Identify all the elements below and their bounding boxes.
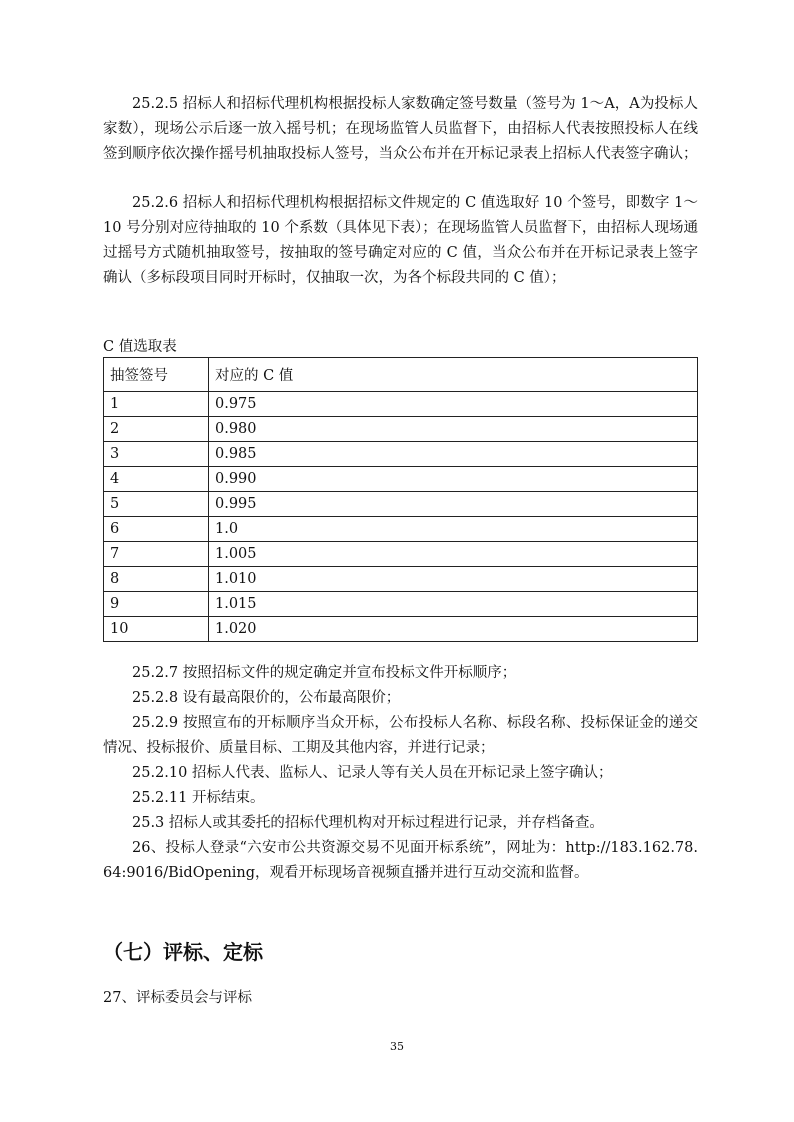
column-header-draw-number: 抽签签号 (104, 358, 209, 392)
draw-number-cell: 9 (104, 592, 209, 617)
subheading: 27、评标委员会与评标 (103, 990, 252, 1006)
table-row (104, 417, 698, 442)
paragraph-25-2-11: 25.2.11 开标结束。 (132, 790, 265, 806)
table-row (104, 492, 698, 517)
page-number: 35 (390, 1040, 404, 1053)
draw-number-cell: 6 (104, 517, 209, 542)
table-row (104, 517, 698, 542)
table-row (104, 592, 698, 617)
draw-number-cell: 5 (104, 492, 209, 517)
paragraph-26: 26、投标人登录“六安市公共资源交易不见面开标系统”，网址为：http://183.162.78.64:9016/BidOpening，观看开标现场音视频直播并进行互动交流和监督。 (103, 840, 698, 881)
section-heading: （七）评标、定标 (103, 940, 263, 964)
c-value-cell: 1.0 (209, 517, 698, 542)
c-value-cell: 0.990 (209, 467, 698, 492)
draw-number-cell: 10 (104, 617, 209, 642)
paragraph-25-2-10: 25.2.10 招标人代表、监标人、记录人等有关人员在开标记录上签字确认； (132, 765, 613, 781)
c-value-table (103, 357, 698, 642)
table-body (104, 392, 698, 642)
draw-number-cell: 7 (104, 542, 209, 567)
draw-number-cell: 2 (104, 417, 209, 442)
table-row (104, 617, 698, 642)
paragraph-25-2-8: 25.2.8 设有最高限价的，公布最高限价； (132, 690, 401, 706)
draw-number-cell: 3 (104, 442, 209, 467)
table-header-row (104, 358, 698, 392)
paragraph-25-2-7: 25.2.7 按照招标文件的规定确定并宣布投标文件开标顺序； (132, 665, 517, 681)
c-value-cell: 1.010 (209, 567, 698, 592)
c-value-cell: 0.980 (209, 417, 698, 442)
table-row (104, 392, 698, 417)
draw-number-cell: 4 (104, 467, 209, 492)
c-value-cell: 1.015 (209, 592, 698, 617)
table-row (104, 542, 698, 567)
table-row (104, 467, 698, 492)
paragraph-25-2-6: 25.2.6 招标人和招标代理机构根据招标文件规定的 C 值选取好 10 个签号，即数字 1～10 号分别对应待抽取的 10 个系数（具体见下表）；在现场监管人员监督下，由招标人现场通过摇号方式随机抽取签号，按抽取的签号确定对应的 C 值，当众公布并在开标记录表上签字确认（多标段项目同时开标时，仅抽取一次，为各个标段共同的 C 值）； (103, 195, 698, 286)
draw-number-cell: 8 (104, 567, 209, 592)
c-value-cell: 0.985 (209, 442, 698, 467)
draw-number-cell: 1 (104, 392, 209, 417)
table-row (104, 442, 698, 467)
paragraph-25-3: 25.3 招标人或其委托的招标代理机构对开标过程进行记录，并存档备查。 (132, 815, 604, 831)
c-value-cell: 1.020 (209, 617, 698, 642)
paragraph-25-2-9: 25.2.9 按照宣布的开标顺序当众开标，公布投标人名称、标段名称、投标保证金的递交情况、投标报价、质量目标、工期及其他内容，并进行记录； (103, 715, 698, 756)
column-header-c-value: 对应的 C 值 (209, 358, 698, 392)
c-value-cell: 0.975 (209, 392, 698, 417)
table-row (104, 567, 698, 592)
table-caption: C 值选取表 (103, 339, 177, 355)
c-value-cell: 0.995 (209, 492, 698, 517)
c-value-cell: 1.005 (209, 542, 698, 567)
paragraph-25-2-5: 25.2.5 招标人和招标代理机构根据投标人家数确定签号数量（签号为 1～A，A为投标人家数），现场公示后逐一放入摇号机；在现场监管人员监督下，由招标人代表按照投标人在线签到顺序依次操作摇号机抽取投标人签号，当众公布并在开标记录表上招标人代表签字确认； (103, 96, 698, 162)
